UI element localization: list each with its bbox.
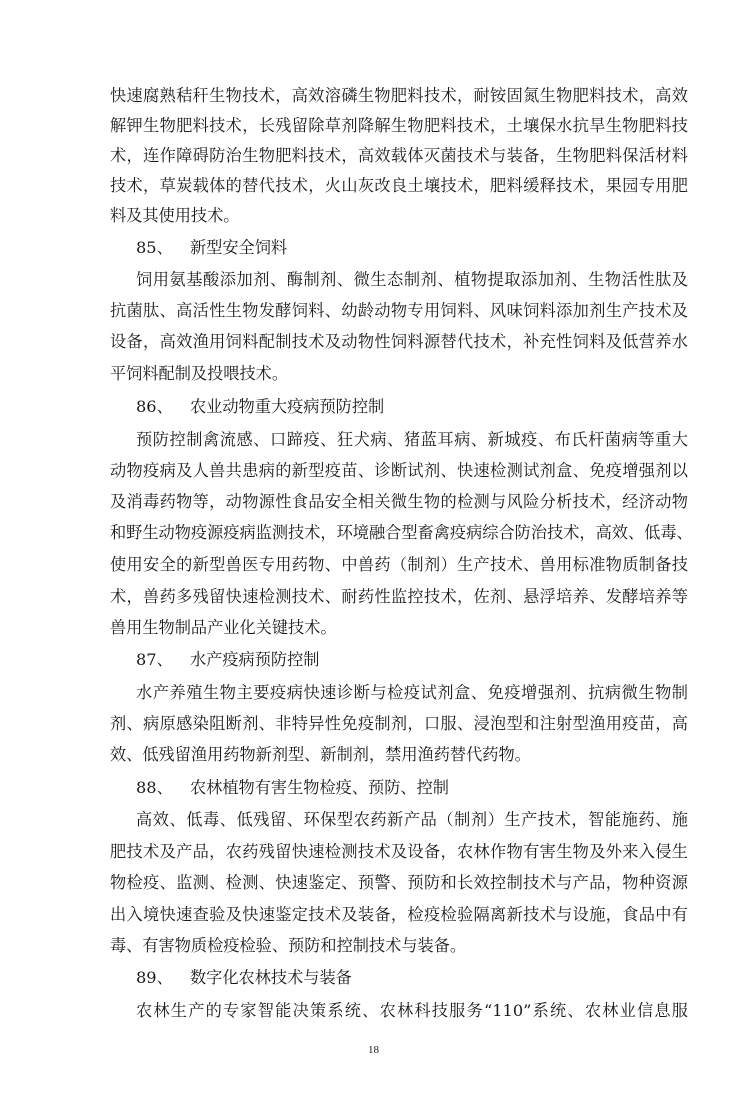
section-title: 数字化农林技术与装备 (190, 968, 352, 987)
paragraph-line: 农林生产的专家智能决策系统、农林科技服务“110”系统、农林业信息服 (136, 1001, 688, 1020)
paragraph-line: 抗菌肽、高活性生物发酵饲料、幼龄动物专用饲料、风味饲料添加剂生产技术及 (110, 301, 688, 320)
paragraph-line: 兽用生物制品产业化关键技术。 (110, 618, 337, 637)
paragraph-line: 料及其使用技术。 (110, 206, 240, 225)
paragraph-line: 使用安全的新型兽医专用药物、中兽药（制剂）生产技术、兽用标准物质制备技 (110, 555, 688, 574)
paragraph-line: 毒、有害物质检疫检验、预防和控制技术与装备。 (110, 936, 467, 955)
section-number: 86、 (136, 397, 173, 416)
paragraph-line: 设备，高效渔用饲料配制技术及动物性饲料源替代技术，补充性饲料及低营养水 (110, 332, 688, 351)
paragraph-line: 效、低残留渔用药物新剂型、新制剂，禁用渔药替代药物。 (110, 745, 531, 764)
paragraph-line: 技术，草炭载体的替代技术，火山灰改良土壤技术，肥料缓释技术，果园专用肥 (110, 176, 688, 195)
paragraph-line: 预防控制禽流感、口蹄疫、狂犬病、猪蓝耳病、新城疫、布氏杆菌病等重大 (136, 430, 688, 449)
paragraph-line: 动物疫病及人兽共患病的新型疫苗、诊断试剂、快速检测试剂盒、免疫增强剂以 (110, 461, 688, 480)
paragraph-line: 肥技术及产品，农药残留快速检测技术及设备，农林作物有害生物及外来入侵生 (110, 842, 688, 861)
section-number: 85、 (136, 238, 173, 257)
section-number: 89、 (136, 968, 173, 987)
paragraph-line: 出入境快速查验及快速鉴定技术及装备，检疫检验隔离新技术与设施，食品中有 (110, 905, 688, 924)
section-title: 农业动物重大疫病预防控制 (190, 397, 385, 416)
paragraph-line: 术，兽药多残留快速检测技术、耐药性监控技术，佐剂、悬浮培养、发酵培养等 (110, 587, 688, 606)
paragraph-line: 平饲料配制及投喂技术。 (110, 364, 289, 383)
paragraph-line: 饲用氨基酸添加剂、酶制剂、微生态制剂、植物提取添加剂、生物活性肽及 (136, 270, 688, 289)
page-number: 18 (368, 1044, 379, 1056)
paragraph-line: 解钾生物肥料技术，长残留除草剂降解生物肥料技术，土壤保水抗旱生物肥料技 (110, 116, 688, 135)
section-title: 水产疫病预防控制 (190, 650, 320, 669)
paragraph-line: 水产养殖生物主要疫病快速诊断与检疫试剂盒、免疫增强剂、抗病微生物制 (136, 683, 688, 702)
paragraph-line: 快速腐熟秸秆生物技术，高效溶磷生物肥料技术，耐铵固氮生物肥料技术，高效 (110, 86, 688, 105)
section-number: 88、 (136, 778, 173, 797)
section-title: 农林植物有害生物检疫、预防、控制 (190, 778, 449, 797)
paragraph-line: 物检疫、监测、检测、快速鉴定、预警、预防和长效控制技术与产品，物种资源 (110, 873, 688, 892)
paragraph-line: 剂、病原感染阻断剂、非特异性免疫制剂，口服、浸泡型和注射型渔用疫苗，高 (110, 714, 688, 733)
paragraph-line: 和野生动物疫源疫病监测技术，环境融合型畜禽疫病综合防治技术，高效、低毒、 (110, 523, 693, 542)
paragraph-line: 及消毒药物等，动物源性食品安全相关微生物的检测与风险分析技术，经济动物 (110, 492, 688, 511)
section-number: 87、 (136, 650, 173, 669)
section-title: 新型安全饲料 (190, 238, 288, 257)
paragraph-line: 术，连作障碍防治生物肥料技术，高效载体灭菌技术与装备，生物肥料保活材料 (110, 146, 688, 165)
paragraph-line: 高效、低毒、低残留、环保型农药新产品（制剂）生产技术，智能施药、施 (136, 810, 688, 829)
